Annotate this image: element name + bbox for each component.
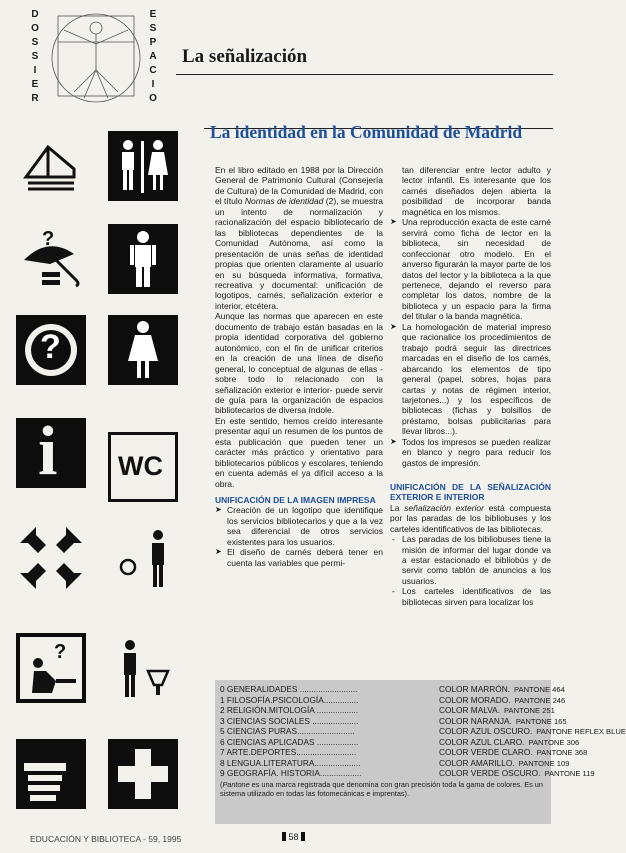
espacio-letter: E (149, 9, 157, 20)
question-mark-small: ? (54, 641, 67, 663)
espacio-letter: A (149, 51, 157, 62)
dossier-letter: S (31, 51, 39, 62)
table-row: 2 RELIGIÓN.MITOLOGÍA .................. COLOR MALVA. PANTONE 251 (220, 705, 555, 715)
espacio-letter: P (149, 37, 157, 48)
dossier-letter: O (31, 23, 39, 34)
section-title-rule (176, 74, 553, 75)
article-column-1 (215, 165, 383, 568)
espacio-letter: C (149, 65, 157, 76)
direction-arrows-icon (16, 523, 86, 593)
vitruvian-man-logo (44, 4, 148, 108)
bullet-item: ➤ El diseño de carnés deberá tener en cuenta las variables que permi- (215, 547, 383, 568)
article-column-2 (390, 165, 551, 607)
bullet-item: ➤ La homologación de material impreso que racionalice los procedimientos de trabajo podrá seguir las directrices marcadas en el diseño de los carnés, abarcando los elementos de tipo general (papel, sobres, hojas para cartas y notas de régimen interior, tarjetones...) y los específicos de bibliotecas (fichas y bolsillos de préstamo, bolsas publicitarias para llevar libros...). (390, 322, 551, 437)
dash-item: - Las paradas de los bibliobuses tiene la misión de informar del lugar donde va a estar estacionado el bibliobús y de servir como tablón de anuncios a los usuarios. (390, 534, 551, 586)
section-title: La señalización (182, 46, 308, 67)
table-row: 6 CIENCIAS APLICADAS .................. COLOR AZUL CLARO. PANTONE 306 (220, 736, 580, 747)
dossier-letter: D (31, 9, 39, 20)
information-icon (16, 413, 86, 490)
dash-item: - Los carteles identificativos de las bibliotecas sirven para localizar los (390, 586, 551, 607)
paragraph: La señalización exterior está compuesta por las paradas de los bibliobuses y los carteles identificativos de las bibliotecas. (390, 502, 551, 534)
reading-help-icon (16, 633, 86, 703)
dossier-letter: E (31, 79, 39, 90)
info-letter: i (38, 413, 58, 490)
footer-publication: EDUCACIÓN Y BIBLIOTECA - 59, 1995 (30, 834, 182, 844)
question-info-icon (16, 315, 86, 385)
question-mark-text: ? (42, 228, 55, 250)
page-number: 58 (288, 832, 299, 842)
baby-changing-icon (108, 523, 178, 593)
hand-pointing-icon (16, 739, 86, 809)
subheading-senalizacion: UNIFICACIÓN DE LA SEÑALIZACIÓN EXTERIOR E INTERIOR (390, 482, 551, 503)
wc-sign-icon (108, 432, 178, 502)
wc-label: WC (118, 451, 163, 481)
table-row: 9 GEOGRAFÍA. HISTORIA.................. COLOR VERDE OSCURO. PANTONE 119 (220, 768, 595, 778)
bullet-item: ➤ Todos los impresos se pueden realizar en blanco y negro para reducir los gastos de impresión. (390, 437, 551, 468)
first-aid-cross-icon (108, 739, 178, 809)
table-note: (Pantone es una marca registrada que denomina con gran precisión toda la gama de colores. Es un sistema utilizado en todas las fotomecánicas e imprentas). (220, 780, 543, 798)
bullet-item: ➤ Una reproducción exacta de este carné servirá como ficha de lector en la biblioteca, sin necesidad de confeccionar otro modelo. En el anverso figurarán la mayor parte de los datos del lector y la biblioteca a la que pertenece, dejando el reverso para completar los datos, nombre de la biblioteca y un espacio para la firma del titular o la banda magnética. (390, 217, 551, 322)
table-row: 0 GENERALIDADES ......................... COLOR MARRÓN. PANTONE 464 (220, 684, 565, 694)
footer-page-number (282, 832, 305, 842)
table-row: 5 CIENCIAS PURAS......................... COLOR AZUL OSCURO. PANTONE REFLEX BLUE (220, 726, 626, 736)
espacio-letter: O (149, 93, 157, 104)
toilets-man-woman-icon (108, 131, 178, 201)
article-title: La identidad en la Comunidad de Madrid (210, 122, 523, 142)
drinking-fountain-icon (108, 633, 178, 703)
paragraph: En el libro editado en 1988 por la Dirección General de Patrimonio Cultural (Consejería de Cultura) de la Comunidad de Madrid, con el título Normas de identidad (2), se muestra un intento de normalización y racionalización del espacio bibliotecario de las bibliotecas dependientes de la Comunidad Autónoma, así como la presentación de unas señas de identidad propias que orienten claramente al usuario en su búsqueda informativa, formativa, recreativa y documental: unificación de logotipos, carnés, señalización exterior e interior, etcétera. (215, 165, 383, 311)
classification-color-table (215, 680, 626, 824)
bullet-item: ➤ Creación de un logotipo que identifique los servicios bibliotecarios y que a la vez sea diferencial de otros servicios existentes para los usuarios. (215, 505, 383, 547)
man-icon (108, 224, 178, 294)
table-row: 7 ARTE.DEPORTES.......................... COLOR VERDE CLARO. PANTONE 368 (220, 747, 588, 757)
subheading-imagen: UNIFICACIÓN DE LA IMAGEN IMPRESA (215, 495, 376, 506)
library-book-icon (16, 131, 86, 201)
table-row: 3 CIENCIAS SOCIALES .................... COLOR NARANJA. PANTONE 165 (220, 715, 567, 726)
umbrella-storage-icon (16, 224, 86, 294)
table-row: 1 FILOSOFÍA.PSICOLOGÍA............... COLOR MORADO. PANTONE 246 (220, 694, 566, 705)
question-mark-glyph: ? (40, 328, 61, 366)
paragraph: tan diferenciar entre lector adulto y lector infantil. Es interesante que los carnés diseñados dejen abierta la posibilidad de incorporar banda magnética en los mismos. (402, 165, 551, 217)
woman-icon (108, 315, 178, 385)
paragraph: Aunque las normas que aparecen en este documento de trabajo están basadas en la propia identidad corporativa del gobierno autonómico, con el fin de unificar criterios en la creación de una línea de diseño general, lo conceptual de algunas de ellas -sobre todo lo relacionado con la señalización exterior e interior- puede servir de guía para la organización de espacios bibliotecarios de diversa índole. (215, 311, 383, 416)
dossier-letter: I (33, 65, 37, 76)
dossier-letter: R (31, 93, 39, 104)
table-row: 8 LENGUA.LITERATURA.................... COLOR AMARILLO. PANTONE 109 (220, 757, 570, 768)
espacio-letter: S (149, 23, 157, 34)
paragraph: En este sentido, hemos creído interesante presentar aquí un resumen de los puntos de esta publicación que pueden tener un carácter más práctico y orientativo para bibliotecarios públicos y escolares, teniendo en cuenta además el ya difícil acceso a la obra. (215, 415, 383, 489)
dossier-letter: S (31, 37, 39, 48)
espacio-letter: I (151, 79, 155, 90)
